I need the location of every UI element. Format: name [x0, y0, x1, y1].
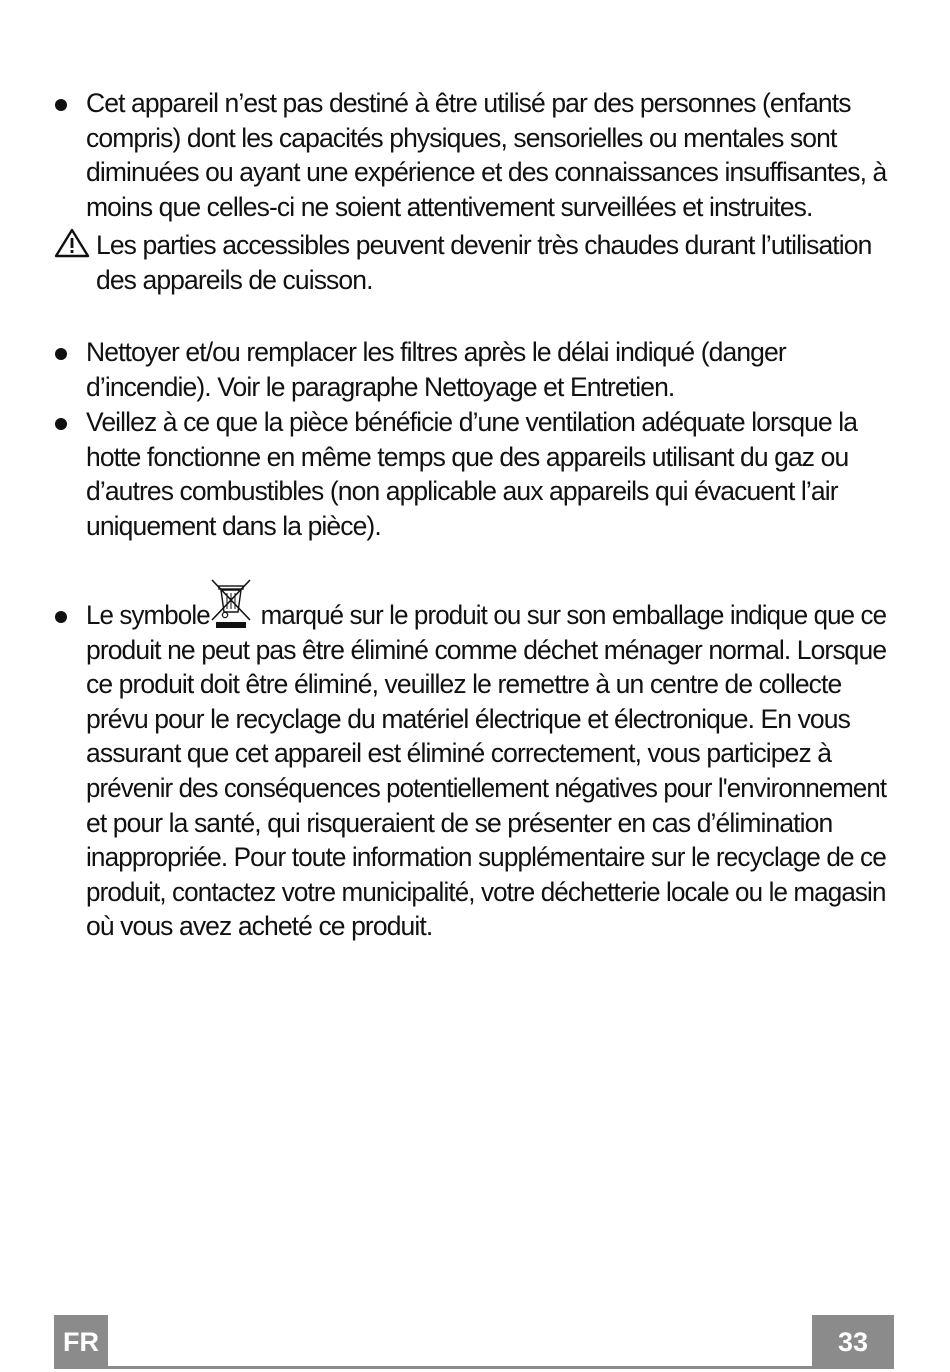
page-number: 33 — [837, 1326, 869, 1357]
page-number-box — [812, 1315, 894, 1369]
text-line: et pour la santé, qui risqueraient de se présenter en cas d’élimination — [86, 807, 833, 838]
bullet — [55, 418, 67, 430]
language-label: FR — [63, 1326, 99, 1357]
text-line: Nettoyer et/ou remplacer les filtres après le délai indiqué (danger — [86, 337, 786, 367]
text-line: d’autres combustibles (non applicable aux appareils qui évacuent l’air — [86, 476, 838, 507]
text-line: inappropriée. Pour toute information supplémentaire sur le recyclage de ce — [86, 842, 886, 873]
text-line: compris) dont les capacités physiques, sensorielles ou mentales sont — [86, 122, 837, 153]
text-fragment: Le symbole — [86, 600, 210, 630]
footer-rule — [108, 1366, 814, 1369]
text-line: prévenir des conséquences potentiellement négatives pour l'environnement — [86, 772, 887, 803]
text-line: Les parties accessibles peuvent devenir très chaudes durant l’utilisation — [96, 230, 872, 260]
text-line: moins que celles-ci ne soient attentivement surveillées et instruites. — [86, 191, 813, 222]
bullet — [55, 611, 67, 623]
paragraph-disabled-persons — [86, 86, 886, 224]
text-line: d’incendie). Voir le paragraphe Nettoyage et Entretien. — [86, 371, 675, 402]
text-line: produit ne peut pas être éliminé comme déchet ménager normal. Lorsque — [86, 634, 887, 665]
text-line: assurant que cet appareil est éliminé correctement, vous participez à — [86, 738, 832, 769]
text-line: produit, contactez votre municipalité, votre déchetterie locale ou le magasin — [86, 876, 886, 907]
text-line: diminuées ou ayant une expérience et des connaissances insuffisantes, à — [86, 157, 887, 188]
text-line: prévu pour le recyclage du matériel électrique et électronique. En vous — [86, 703, 850, 734]
warning-text — [96, 228, 886, 297]
text-fragment: marqué sur le produit ou sur son emballage indique que ce — [260, 600, 887, 630]
paragraph-filters — [86, 335, 886, 404]
text-line — [86, 598, 887, 633]
text-line: où vous avez acheté ce produit. — [86, 911, 433, 942]
text-line: Cet appareil n’est pas destiné à être utilisé par des personnes (enfants — [86, 88, 851, 118]
text-line: Veillez à ce que la pièce bénéficie d’une ventilation adéquate lorsque la — [86, 407, 858, 437]
warning-triangle-icon — [54, 228, 90, 258]
paragraph-weee — [86, 598, 886, 944]
text-line: ce produit doit être éliminé, veuillez le remettre à un centre de collecte — [86, 669, 842, 700]
text-line: des appareils de cuisson. — [96, 264, 373, 295]
language-tag — [54, 1315, 108, 1369]
text-line: hotte fonctionne en même temps que des appareils utilisant du gaz ou — [86, 441, 849, 472]
text-line: uniquement dans la pièce). — [86, 510, 381, 541]
bullet — [55, 99, 67, 111]
bullet — [55, 348, 67, 360]
paragraph-ventilation — [86, 405, 886, 543]
